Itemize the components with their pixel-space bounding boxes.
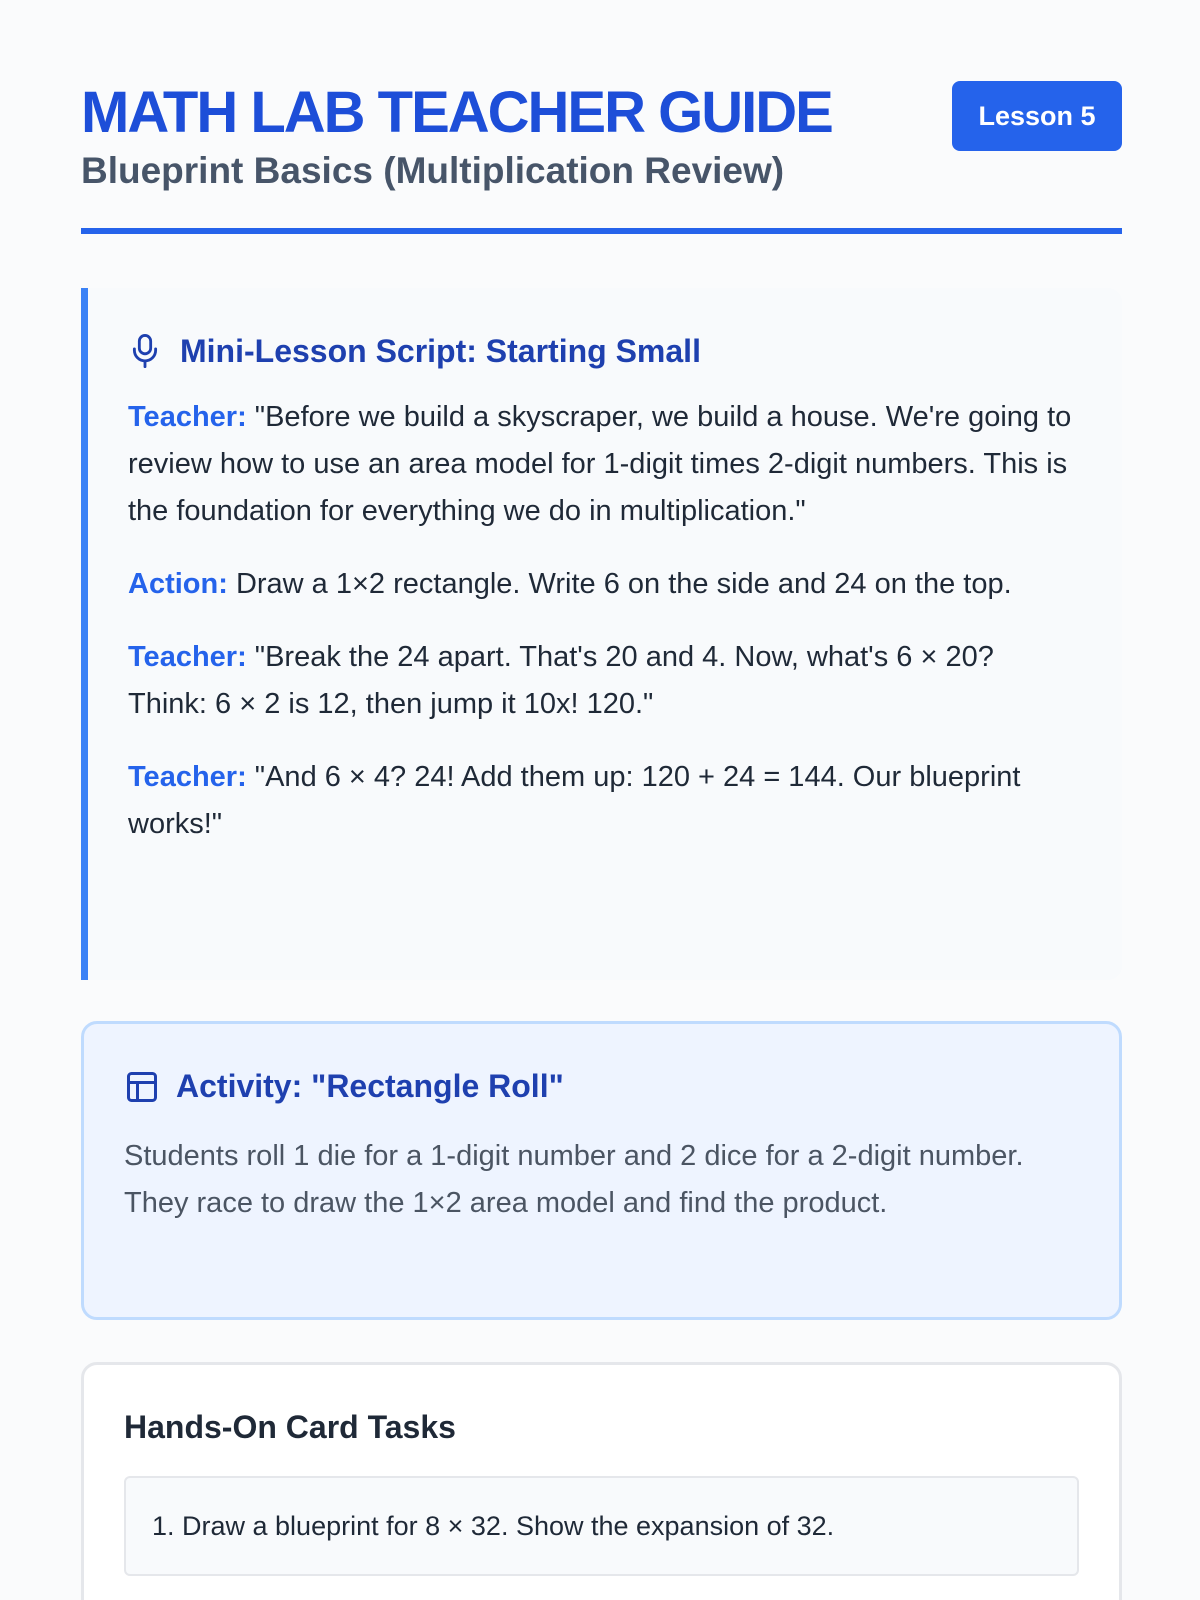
activity-title: Activity: "Rectangle Roll" xyxy=(176,1068,564,1104)
script-line xyxy=(128,754,1074,848)
mini-lesson-card xyxy=(81,288,1122,980)
script-line xyxy=(128,394,1074,535)
speaker-label: Teacher: xyxy=(128,401,247,433)
activity-description: Students roll 1 die for a 1-digit number and 2 dice for a 2-digit number. They race to draw the 1×2 area model and find the product. xyxy=(124,1140,1024,1219)
lesson-badge: Lesson 5 xyxy=(952,81,1122,151)
layout-icon xyxy=(124,1069,160,1105)
script-text: "And 6 × 4? 24! Add them up: 120 + 24 = 144. Our blueprint works!" xyxy=(128,761,1021,840)
speaker-label: Teacher: xyxy=(128,641,247,673)
script-text: "Before we build a skyscraper, we build a house. We're going to review how to use an area model for 1-digit times 2-digit numbers. This is the foundation for everything we do in multiplication." xyxy=(128,401,1072,527)
microphone-icon xyxy=(128,332,162,370)
script-text: Draw a 1×2 rectangle. Write 6 on the side and 24 on the top. xyxy=(235,568,1012,600)
page-title: MATH LAB TEACHER GUIDE xyxy=(81,80,832,145)
mini-lesson-title: Mini-Lesson Script: Starting Small xyxy=(180,332,701,369)
task-item: 1. Draw a blueprint for 8 × 32. Show the expansion of 32. xyxy=(124,1476,1079,1576)
activity-heading xyxy=(124,1068,1079,1105)
script-line xyxy=(128,561,1074,608)
tasks-heading: Hands-On Card Tasks xyxy=(124,1409,456,1445)
mini-lesson-heading xyxy=(128,332,1074,370)
header-divider xyxy=(81,228,1122,234)
speaker-label: Action: xyxy=(128,568,228,600)
tasks-card xyxy=(81,1362,1122,1600)
script-text: "Break the 24 apart. That's 20 and 4. Now, what's 6 × 20? Think: 6 × 2 is 12, then jump it 10x! 120." xyxy=(128,641,994,720)
page-subtitle: Blueprint Basics (Multiplication Review) xyxy=(81,150,785,191)
script-line xyxy=(128,634,1074,728)
page-header xyxy=(81,78,1122,234)
speaker-label: Teacher: xyxy=(128,761,247,793)
activity-card xyxy=(81,1021,1122,1320)
